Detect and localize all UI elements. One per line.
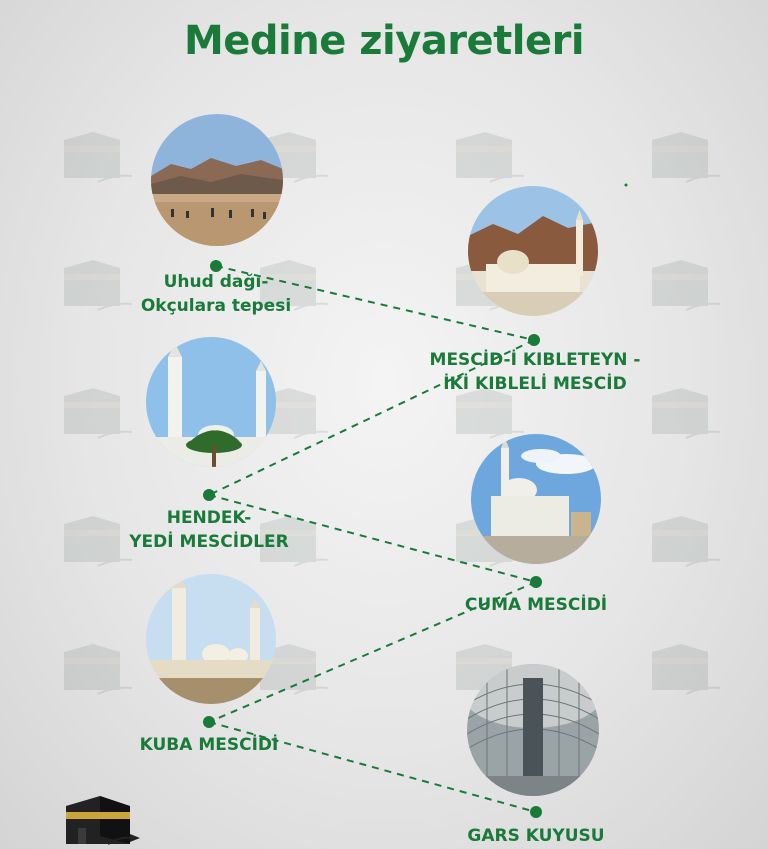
kaaba-logo-icon — [60, 792, 140, 849]
label-kibleteyn — [400, 348, 670, 396]
cuma-photo — [471, 434, 601, 564]
label-hendek-line2: YEDİ MESCİDLER — [129, 532, 289, 552]
label-hendek-line1: HENDEK- — [166, 508, 252, 528]
kibleteyn-photo — [468, 186, 598, 316]
label-kibleteyn-line2: İKİ KIBLELİ MESCİD — [443, 374, 627, 394]
label-cuma — [436, 593, 636, 617]
label-cuma-line1: CUMA MESCİDİ — [464, 595, 608, 615]
page-title: Medine ziyaretleri — [183, 18, 585, 64]
gars-photo — [467, 664, 599, 796]
label-kibleteyn-line1: MESCİD-İ KIBLETEYN - — [429, 350, 641, 370]
label-gars-line1: GARS KUYUSU — [467, 826, 605, 846]
route-dot-hendek — [203, 489, 215, 501]
label-kuba-line1: KUBA MESCİDİ — [139, 735, 279, 755]
stray-dot — [625, 184, 628, 187]
hendek-photo — [146, 337, 276, 467]
route-dot-kibleteyn — [528, 334, 540, 346]
label-kuba — [109, 733, 309, 757]
label-hendek — [109, 506, 309, 554]
kuba-photo — [146, 574, 276, 704]
label-uhud — [116, 270, 316, 318]
uhud-photo — [151, 114, 283, 246]
label-uhud-line2: Okçulara tepesi — [140, 296, 292, 316]
route-dot-gars — [530, 806, 542, 818]
label-gars — [436, 824, 636, 848]
route-dot-kuba — [203, 716, 215, 728]
label-uhud-line1: Uhud dağı- — [163, 272, 269, 292]
route-dot-cuma — [530, 576, 542, 588]
